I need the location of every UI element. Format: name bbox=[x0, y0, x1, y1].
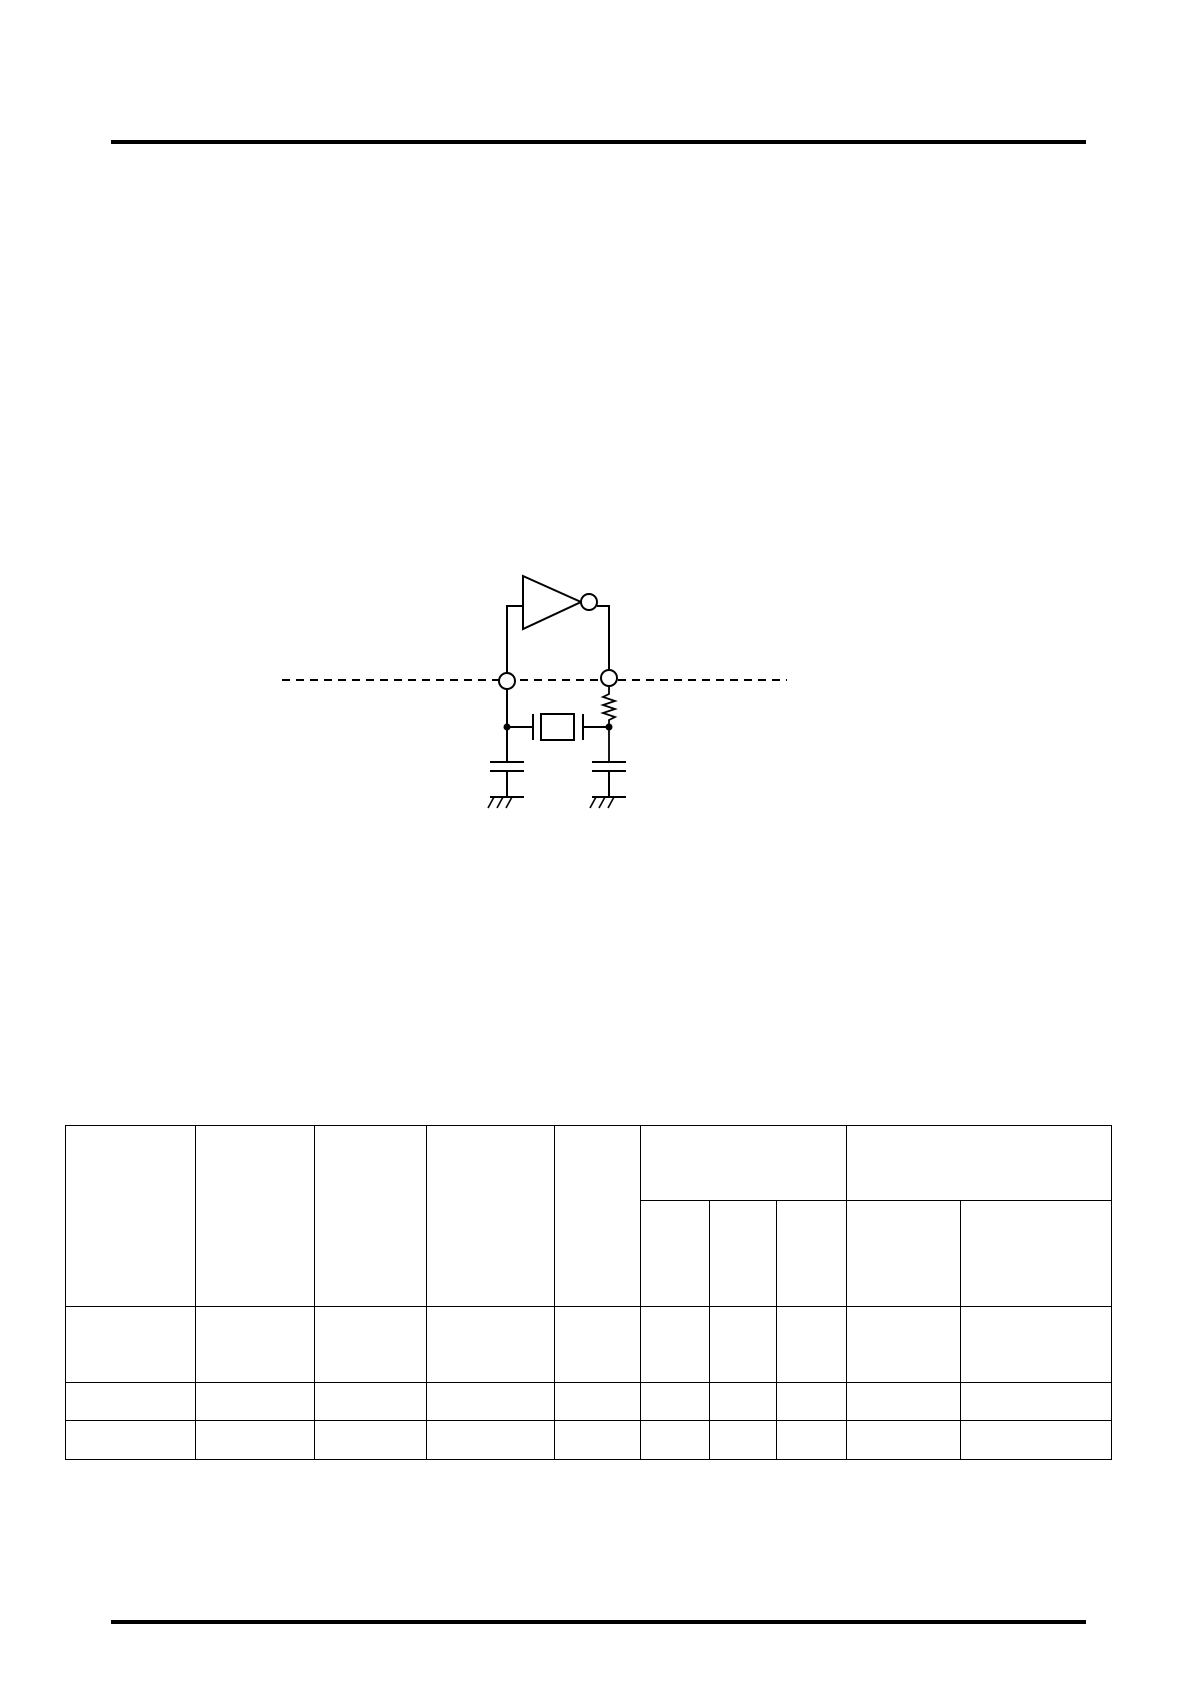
table-cell bbox=[641, 1307, 710, 1383]
header-cell bbox=[315, 1126, 427, 1307]
header-cell bbox=[427, 1126, 555, 1307]
subheader-cell bbox=[847, 1201, 961, 1307]
bottom-rule bbox=[111, 1620, 1086, 1624]
table-cell bbox=[641, 1421, 710, 1460]
header-group-cell bbox=[641, 1126, 847, 1201]
table-cell bbox=[777, 1383, 847, 1421]
table-header-row bbox=[66, 1126, 1112, 1201]
table-cell bbox=[961, 1383, 1112, 1421]
subheader-cell bbox=[961, 1201, 1112, 1307]
junction-right bbox=[606, 724, 613, 731]
junction-left bbox=[504, 724, 511, 731]
table-cell bbox=[315, 1421, 427, 1460]
subheader-cell bbox=[641, 1201, 710, 1307]
table-cell bbox=[555, 1383, 641, 1421]
table-row bbox=[66, 1421, 1112, 1460]
header-cell bbox=[66, 1126, 196, 1307]
table-cell bbox=[196, 1421, 315, 1460]
pin-x2 bbox=[601, 670, 617, 686]
table-cell bbox=[710, 1383, 777, 1421]
table-row bbox=[66, 1307, 1112, 1383]
crystal-resonator bbox=[541, 714, 574, 740]
header-cell bbox=[555, 1126, 641, 1307]
input-wire bbox=[507, 606, 523, 673]
table-cell bbox=[710, 1307, 777, 1383]
output-wire bbox=[597, 606, 609, 671]
table-cell bbox=[777, 1421, 847, 1460]
table-cell bbox=[555, 1307, 641, 1383]
table-cell bbox=[777, 1307, 847, 1383]
table-cell bbox=[66, 1421, 196, 1460]
subheader-cell bbox=[777, 1201, 847, 1307]
header-group-cell bbox=[847, 1126, 1112, 1201]
table-cell bbox=[641, 1383, 710, 1421]
header-cell bbox=[196, 1126, 315, 1307]
inverter-bubble bbox=[581, 594, 597, 610]
subheader-cell bbox=[710, 1201, 777, 1307]
table-cell bbox=[427, 1421, 555, 1460]
table-cell bbox=[196, 1383, 315, 1421]
table-cell bbox=[315, 1383, 427, 1421]
table-cell bbox=[961, 1421, 1112, 1460]
table-cell bbox=[66, 1383, 196, 1421]
table-cell bbox=[710, 1421, 777, 1460]
table-cell bbox=[555, 1421, 641, 1460]
table-cell bbox=[847, 1421, 961, 1460]
table-cell bbox=[427, 1307, 555, 1383]
table-cell bbox=[196, 1307, 315, 1383]
table-cell bbox=[847, 1383, 961, 1421]
table-cell bbox=[66, 1307, 196, 1383]
table-cell bbox=[315, 1307, 427, 1383]
table-row bbox=[66, 1383, 1112, 1421]
table-cell bbox=[847, 1307, 961, 1383]
pin-x1 bbox=[499, 673, 515, 689]
component-spec-table bbox=[65, 1125, 1112, 1460]
inverter-gate bbox=[523, 576, 581, 629]
table-cell bbox=[961, 1307, 1112, 1383]
table-cell bbox=[427, 1383, 555, 1421]
